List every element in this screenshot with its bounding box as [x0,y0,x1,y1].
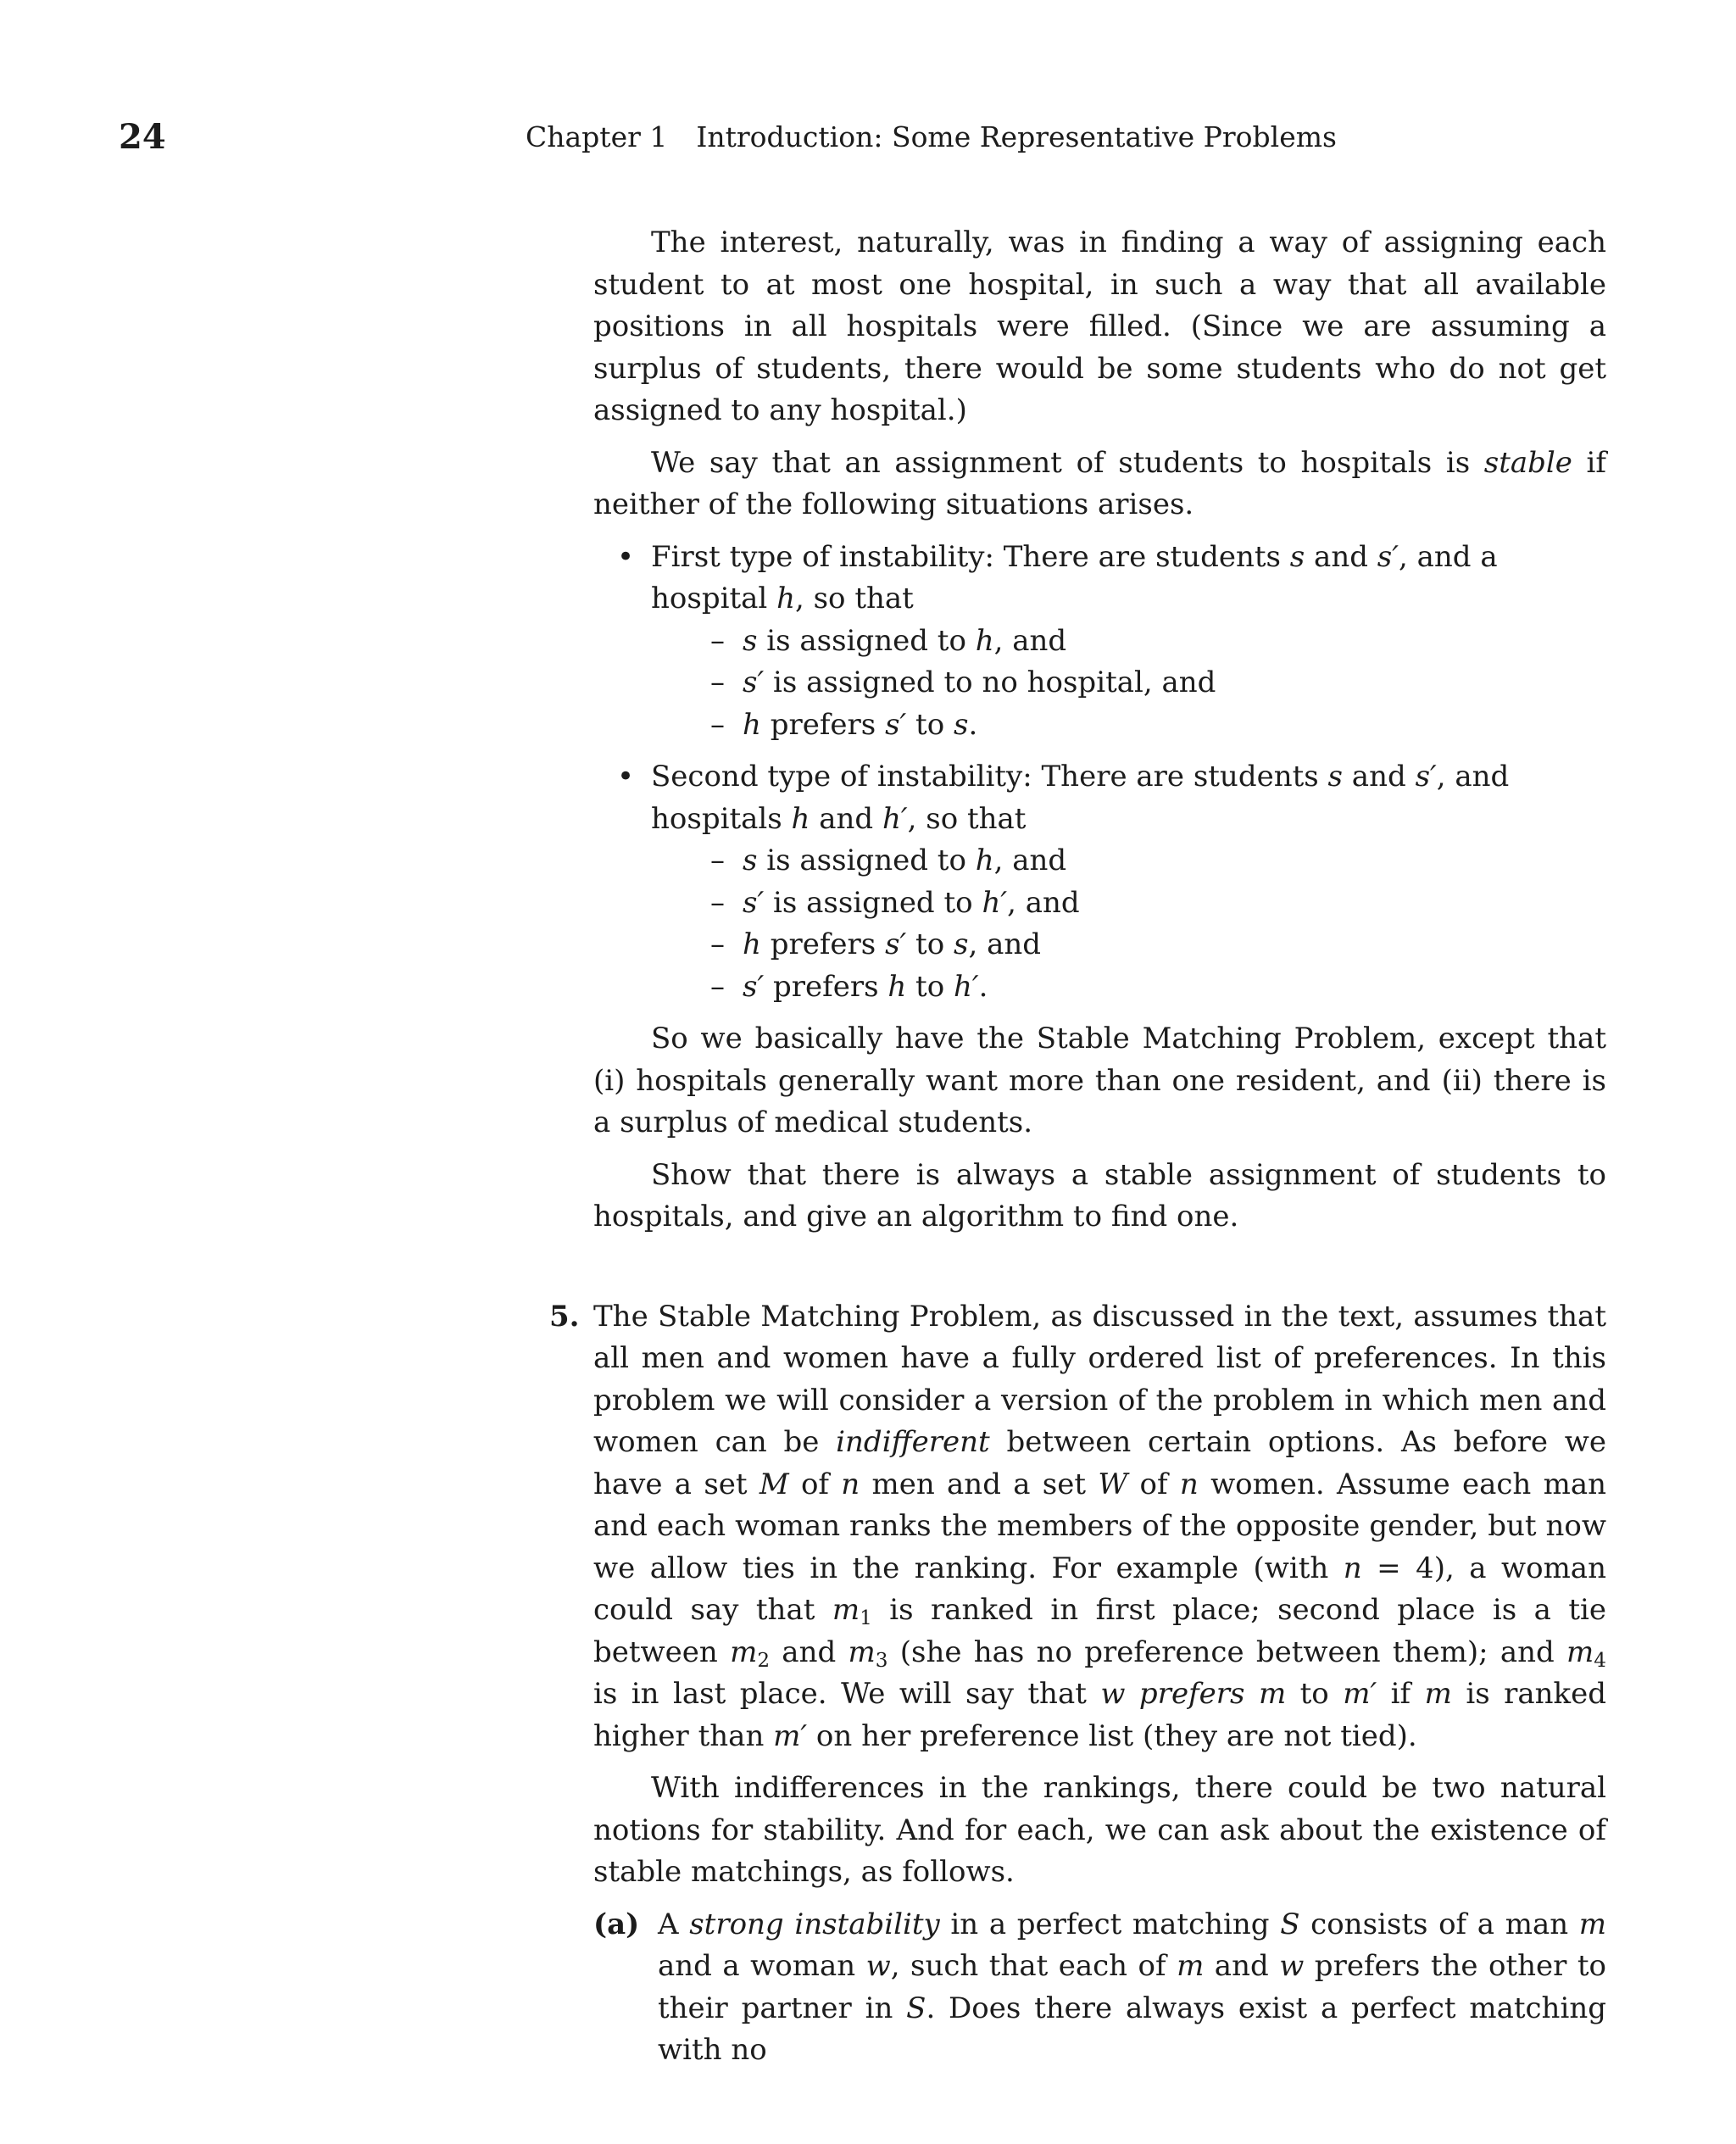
instability-list [593,537,1606,1009]
dash-icon: – [710,969,725,1004]
dash-icon: – [710,844,725,877]
instability-first-type: • First type of instability: There are students s and s′, and a hospital h, so that – s is assigned to h, and – s′ is assigned to no hospital, and – h prefers s′ to s. [593,537,1606,747]
exercise-5-stability-intro: With indifferences in the rankings, there could be two natural notions for stability. And for each, we can ask about the existence of stable matchings, as follows. [593,1771,1606,1889]
term-stable: stable [1483,445,1572,480]
dash-icon: – [710,707,725,742]
term-indifferent: indifferent [836,1425,990,1459]
dash-icon: – [710,885,725,920]
dash-icon: – [710,665,725,699]
condition-item: – s is assigned to h, and [710,840,1606,883]
running-head [526,120,1337,153]
part-label: (a) [593,1907,640,1941]
instability-second-type: • Second type of instability: There are students s and s′, and hospitals h and h′, so that – s is assigned to h, and – s′ is assigned to h′, and – h prefers s′ to s, and – s′ prefers h to h′. [593,756,1606,1008]
term-prefers: prefers [1138,1677,1245,1711]
bullet-icon: • [617,539,635,574]
paragraph-stable-definition: We say that an assignment of students to hospitals is stable if neither of the following situations arises. [593,445,1606,521]
paragraph-task: Show that there is always a stable assignment of students to hospitals, and give an algorithm to find one. [593,1157,1606,1233]
exercise-number: 5. [549,1299,580,1334]
condition-item: – h prefers s′ to s, and [710,924,1606,966]
condition-item: – s′ is assigned to no hospital, and [710,662,1606,704]
term-strong-instability: strong instability [689,1907,940,1941]
paragraph-problem-summary: So we basically have the Stable Matching Problem, except that (i) hospitals generally want more than one resident, and (ii) there is a surplus of medical students. [593,1022,1606,1139]
first-type-conditions [651,621,1606,747]
running-header [0,117,1736,159]
exercise-5 [549,1296,1607,2072]
bullet-icon: • [617,760,635,794]
page-body [549,222,1607,2072]
condition-item: – h prefers s′ to s. [710,704,1606,747]
condition-item: – s′ prefers h to h′. [710,966,1606,1009]
page-number: 24 [119,117,166,157]
chapter-title: Introduction: Some Representative Problems [696,120,1337,153]
condition-item: – s is assigned to h, and [710,621,1606,663]
chapter-label: Chapter 1 [526,120,668,153]
second-type-conditions [651,840,1606,1008]
exercise-5-statement: The Stable Matching Problem, as discussed in the text, assumes that all men and women have a fully ordered list of preferences. In this problem we will consider a version of the problem in which men and women can be indifferent between certain options. As before we have a set M of n men and a set W of n women. Assume each man and each woman ranks the members of the opposite gender, but now we allow ties in the ranking. For example (with n = 4), a woman could say that $m_1$ is ranked in first place; second place is a tie between $m_2$ and $m_3$ (she has no preference between them); and $m_4$ is in last place. We will say that w prefers m to m′ if m is ranked higher than m′ on her preference list (they are not tied). [593,1299,1607,1753]
dash-icon: – [710,927,725,961]
paragraph-assignment-goal: The interest, naturally, was in finding a way of assigning each student to at most one hospital, in such a way that all available positions in all hospitals were filled. (Since we are assuming a surplus of students, there would be some students who do not get assigned to any hospital.) [593,226,1606,427]
condition-item: – s′ is assigned to h′, and [710,883,1606,925]
exercise-5-part-a: (a) A strong instability in a perfect matching S consists of a man m and a woman w, such that each of m and w prefers the other to their partner in S. Does there always exist a perfect matching with no [593,1904,1606,2072]
dash-icon: – [710,623,725,658]
